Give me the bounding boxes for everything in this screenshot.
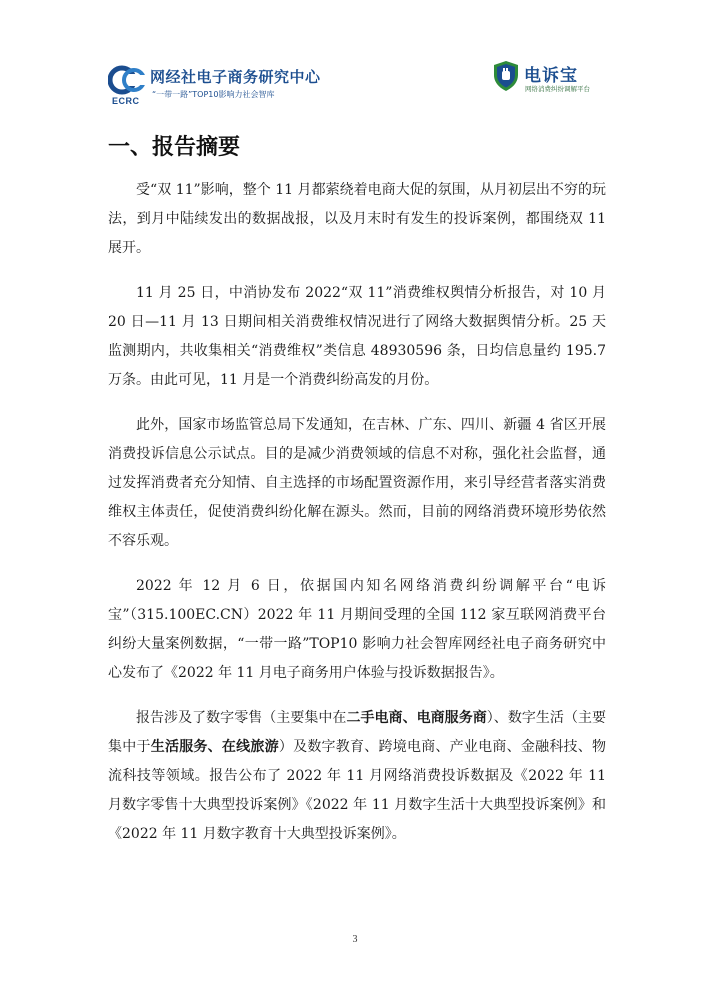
ecrc-abbrev: ECRC bbox=[112, 96, 140, 106]
shield-fist-icon bbox=[492, 60, 520, 92]
ecrc-logo bbox=[108, 62, 408, 108]
brand-subtitle: 网络消费纠纷调解平台 bbox=[525, 85, 590, 93]
paragraph-4 bbox=[108, 572, 606, 688]
page-number: 3 bbox=[352, 934, 358, 945]
paragraph-2 bbox=[108, 279, 606, 395]
paragraph-text: 报告涉及了数字零售（主要集中在 bbox=[136, 710, 347, 726]
paragraph-text: 11 月 25 日，中消协发布 2022“双 11”消费维权舆情分析报告，对 10 月 20 日—11 月 13 日期间相关消费维权情况进行了网络大数据舆情分析。25 天监测期内，共收集相关“消费维权”类信息 48930596 条，日均信息量约 195.7 万条。由此可见，11 月是一个消费纠纷高发的月份。 bbox=[108, 285, 606, 388]
section-title: 一、报告摘要 bbox=[108, 135, 241, 160]
emphasis-text: 生活服务、在线旅游 bbox=[150, 739, 279, 755]
page-header bbox=[0, 0, 710, 110]
emphasis-text: 二手电商、电商服务商 bbox=[346, 710, 487, 726]
report-summary-body bbox=[108, 176, 606, 865]
paragraph-5 bbox=[108, 704, 606, 849]
paragraph-1 bbox=[108, 176, 606, 263]
paragraph-text: 此外，国家市场监管总局下发通知，在吉林、广东、四川、新疆 4 省区开展消费投诉信息公示试点。目的是减少消费领域的信息不对称，强化社会监督，通过发挥消费者充分知情、自主选择的市场配置资源作用，来引导经营者落实消费维权主体责任，促使消费纠纷化解在源头。然而，目前的网络消费环境形势依然不容乐观。 bbox=[108, 417, 606, 549]
paragraph-text: 2022 年 12 月 6 日，依据国内知名网络消费纠纷调解平台“电诉宝”（315.100EC.CN）2022 年 11 月期间受理的全国 112 家互联网消费平台纠纷大量案例数据，“一带一路”TOP10 影响力社会智库网经社电子商务研究中心发布了《2022 年 11 月电子商务用户体验与投诉数据报告》。 bbox=[108, 578, 606, 681]
paragraph-3 bbox=[108, 411, 606, 556]
org-name: 网经社电子商务研究中心 bbox=[150, 68, 321, 86]
org-subtitle: “一带一路”TOP10影响力社会智库 bbox=[152, 90, 275, 99]
paragraph-text: 受“双 11”影响，整个 11 月都萦绕着电商大促的氛围，从月初层出不穷的玩法，到月中陆续发出的数据战报，以及月末时有发生的投诉案例，都围绕双 11 展开。 bbox=[108, 182, 606, 256]
dianshubao-logo bbox=[492, 60, 612, 100]
paragraph-text: ）、数字生活（主要集中于 bbox=[108, 710, 607, 755]
brand-name: 电诉宝 bbox=[524, 66, 578, 86]
paragraph-text: ）及数字教育、跨境电商、产业电商、金融科技、物流科技等领域。报告公布了 2022 年 11 月网络消费投诉数据及《2022 年 11 月数字零售十大典型投诉案例》《2022 年 11 月数字生活十大典型投诉案例》和《2022 年 11 月数字教育十大典型投诉案例》。 bbox=[108, 739, 607, 842]
